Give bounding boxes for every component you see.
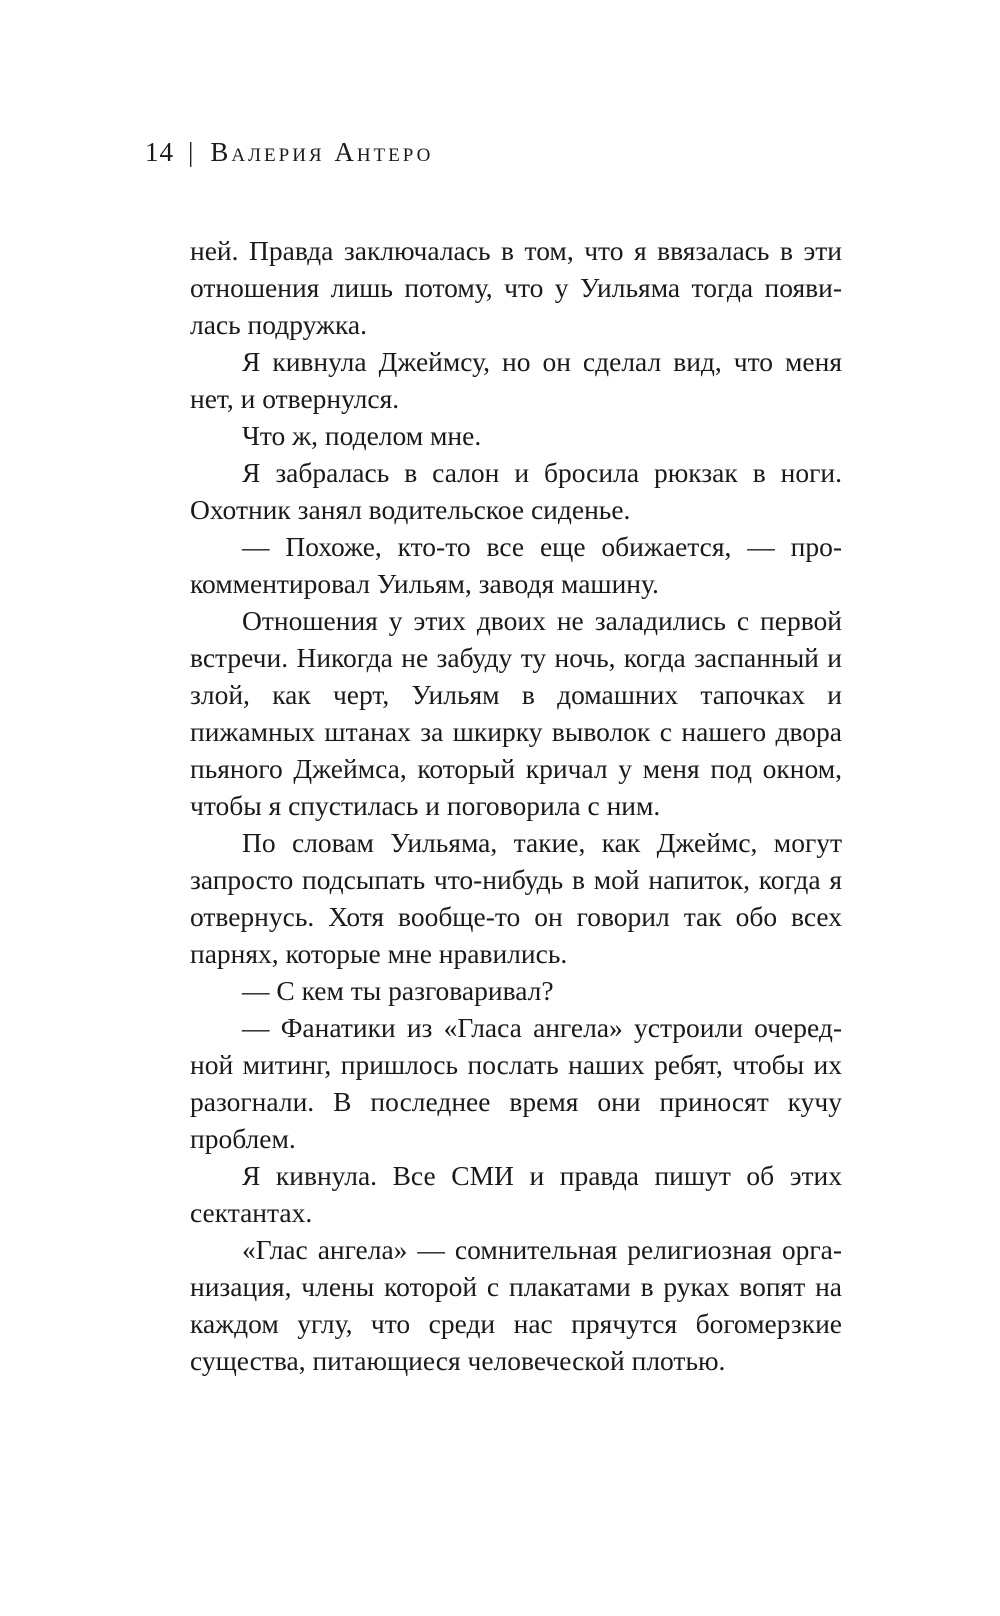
paragraph: По словам Уильяма, такие, как Джеймс, могут запросто подсыпать что-нибудь в мой напиток, когда я отвернусь. Хотя вообще-то он говорил так обо всех парнях, которые мне нравились. [190, 827, 842, 969]
page-number: 14 [145, 137, 174, 167]
header-separator: | [188, 137, 197, 167]
paragraph: Что ж, поделом мне. [242, 420, 482, 451]
dialogue-line: — С кем ты разговаривал? [242, 975, 554, 1006]
author-name: Валерия Антеро [210, 137, 434, 167]
page-body [190, 232, 842, 1379]
paragraph-continued: ней. Правда заключалась в том, что я ввязалась в эти отношения лишь потому, что у Уильяма тогда появилась подружка. [190, 235, 842, 340]
dialogue-line: — Похоже, кто-то все еще обижается, — прокомментировал Уильям, заводя машину. [190, 531, 842, 599]
paragraph: Отношения у этих двоих не заладились с первой встречи. Никогда не забуду ту ночь, когда заспанный и злой, как черт, Уильям в домашних тапочках и пижамных штанах за шкирку выволок с нашего двора пьяного Джеймса, который кричал у меня под окном, чтобы я спустилась и поговорила с ним. [190, 605, 842, 821]
paragraph: «Глас ангела» — сомнительная религиозная организация, члены которой с плакатами в руках вопят на каждом углу, что среди нас прячутся богомерзкие существа, питающиеся человеческой плотью. [190, 1234, 842, 1376]
running-head [145, 136, 433, 168]
paragraph: Я кивнула Джеймсу, но он сделал вид, что меня нет, и отвернулся. [190, 346, 842, 414]
dialogue-line: — Фанатики из «Гласа ангела» устроили очередной митинг, пришлось послать наших ребят, чтобы их разогнали. В последнее время они приносят кучу проблем. [190, 1012, 842, 1154]
paragraph: Я кивнула. Все СМИ и правда пишут об этих сектантах. [190, 1160, 842, 1228]
paragraph: Я забралась в салон и бросила рюкзак в ноги. Охотник занял водительское сиденье. [190, 457, 842, 525]
